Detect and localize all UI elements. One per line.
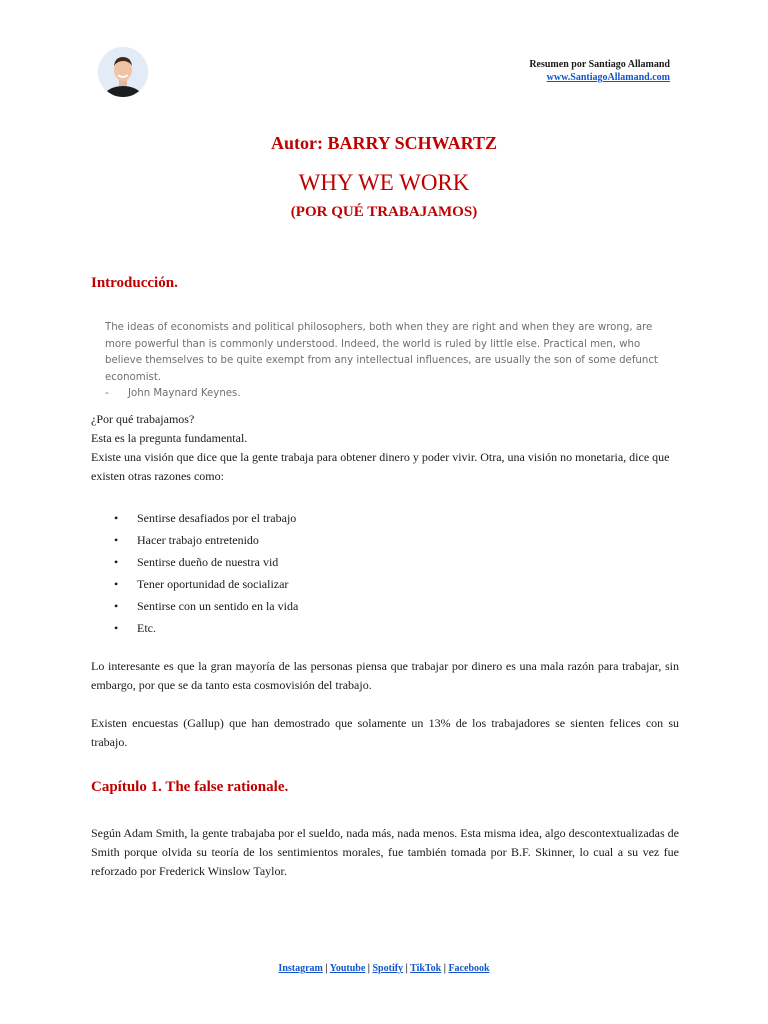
facebook-link[interactable]: Facebook [448, 963, 490, 974]
epigraph-quote [105, 320, 675, 403]
list-item: • Sentirse desafiados por el trabajo [91, 507, 298, 529]
tiktok-link[interactable]: TikTok [410, 963, 442, 974]
quote-author: John Maynard Keynes. [128, 388, 241, 399]
author-line: Autor: BARRY SCHWARTZ [270, 133, 498, 153]
reasons-list [91, 507, 298, 639]
quote-dash: - [105, 388, 109, 399]
instagram-link[interactable]: Instagram [278, 963, 323, 974]
list-item: • Tener oportunidad de socializar [91, 573, 298, 595]
website-link[interactable]: www.SantiagoAllamand.com [546, 72, 670, 83]
footer-social-links [0, 963, 768, 974]
chapter1-heading: Capítulo 1. The false rationale. [91, 779, 289, 795]
list-item: • Etc. [91, 617, 298, 639]
list-item: • Sentirse con un sentido en la vida [91, 595, 298, 617]
introduction-heading: Introducción. [91, 275, 178, 291]
quote-text: The ideas of economists and political philosophers, both when they are right and when they are wrong, are more powerful than is commonly understood. Indeed, the world is ruled by little else. Practical men, who believe themselves to be quite exempt from any intellectual influences, are usually the son of some defunct economist. [105, 322, 658, 383]
book-title: WHY WE WORK [298, 170, 470, 195]
header-credits [529, 58, 670, 84]
paragraph-gallup: Existen encuestas (Gallup) que han demostrado que solamente un 13% de los trabajadores se sienten felices con su trabajo. [91, 716, 679, 749]
list-item: • Hacer trabajo entretenido [91, 529, 298, 551]
book-subtitle: (POR QUÉ TRABAJAMOS) [290, 204, 478, 220]
footer-separator: | [443, 963, 446, 974]
chapter1-paragraph: Según Adam Smith, la gente trabajaba por el sueldo, nada más, nada menos. Esta misma idea, algo descontextualizadas de Smith porque olvida su teoría de los sentimientos morales, fue también tomada por B.F. Skinner, lo cual a su vez fue reforzado por Frederick Winslow Taylor. [91, 826, 679, 878]
list-item: • Sentirse dueño de nuestra vid [91, 551, 298, 573]
footer-separator: | [325, 963, 328, 974]
intro-text-block [91, 410, 679, 486]
footer-separator: | [367, 963, 370, 974]
quote-attribution [105, 386, 675, 403]
footer-separator: | [405, 963, 408, 974]
paragraph-money-view: Lo interesante es que la gran mayoría de las personas piensa que trabajar por dinero es una mala razón para trabajar, sin embargo, por que se da tanto esta cosmovisión del trabajo. [91, 659, 679, 692]
intro-question: ¿Por qué trabajamos? [91, 412, 195, 426]
intro-statement: Esta es la pregunta fundamental. [91, 431, 248, 445]
author-avatar [98, 47, 148, 97]
youtube-link[interactable]: Youtube [329, 963, 366, 974]
intro-paragraph: Existe una visión que dice que la gente trabaja para obtener dinero y poder vivir. Otra, una visión no monetaria, dice que existen otras razones como: [91, 450, 670, 483]
spotify-link[interactable]: Spotify [372, 963, 404, 974]
summary-by: Resumen por Santiago Allamand [529, 59, 670, 70]
